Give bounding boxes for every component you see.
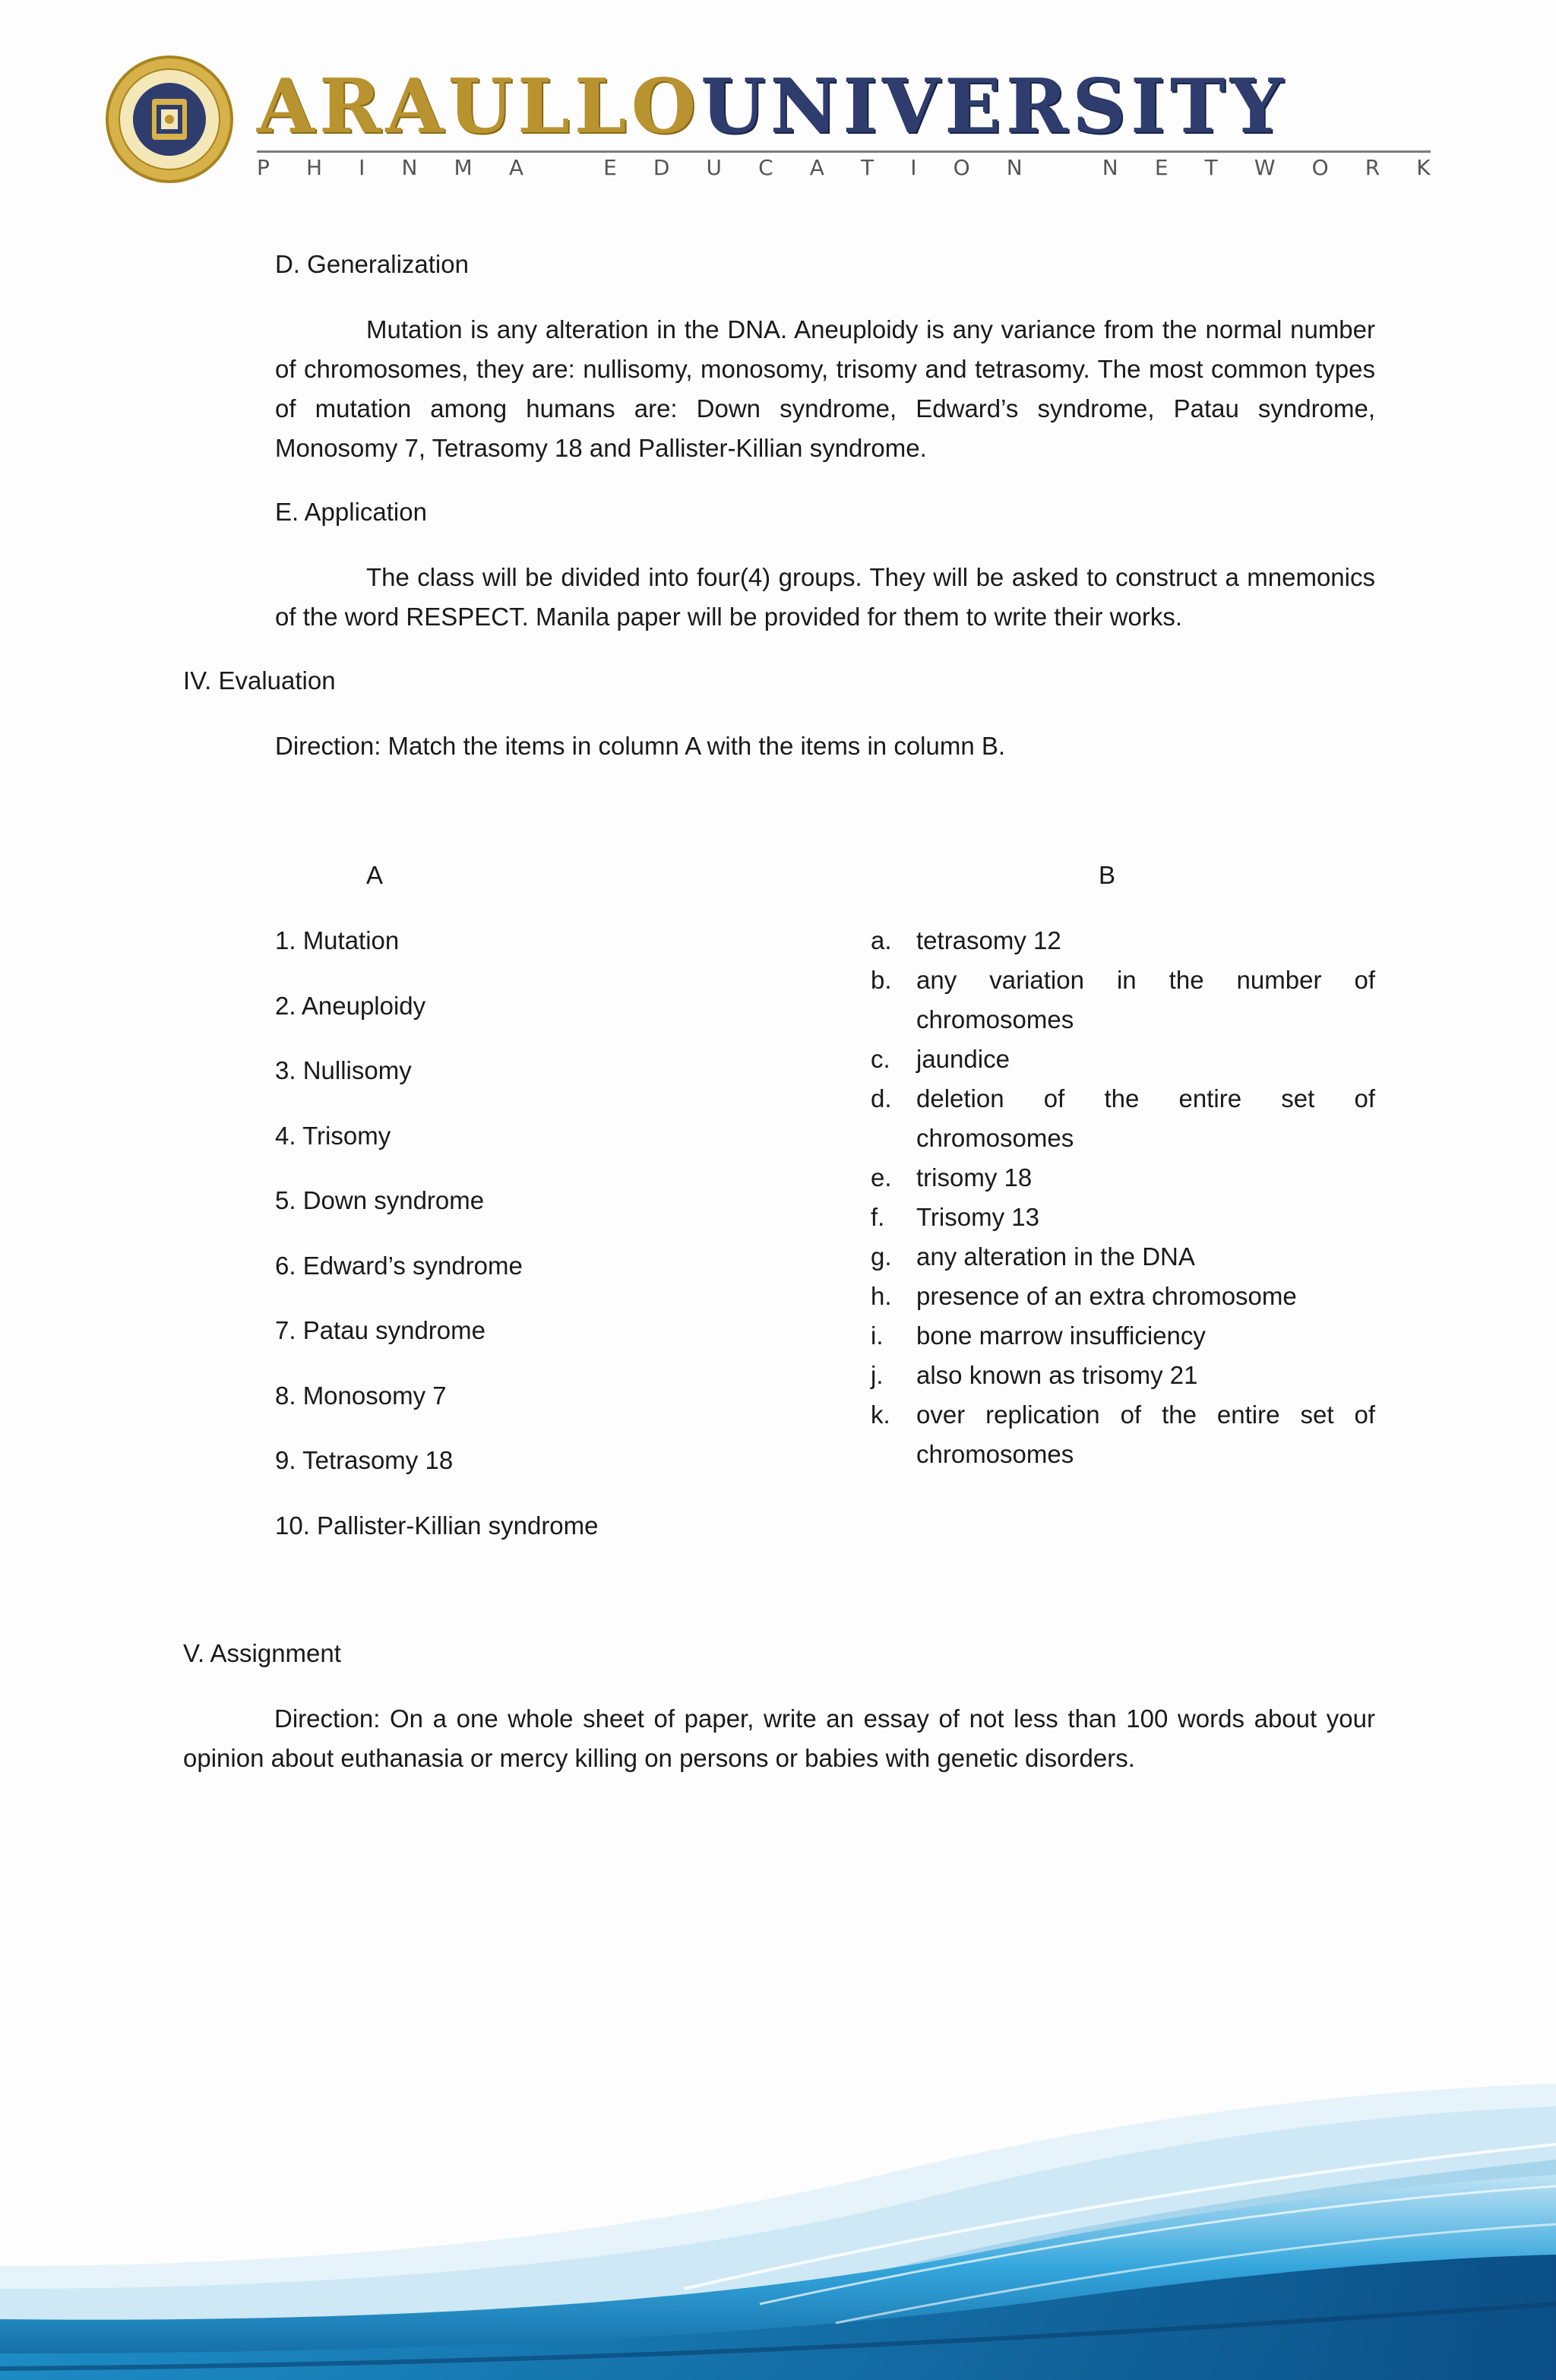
network-letter: I	[359, 155, 365, 180]
university-seal-icon	[105, 55, 234, 184]
application-paragraph: The class will be divided into four(4) groups. They will be asked to construct a mnemonics of the word RESPECT. Manila paper will be provided for them to write their works.	[275, 563, 1375, 631]
generalization-paragraph: Mutation is any alteration in the DNA. Aneuploidy is any variance from the normal number of chromosomes, they are: nullisomy, monosomy, trisomy and tetrasomy. The most common types of mutation among humans are: Down syndrome, Edward’s syndrome, Patau syndrome, Monosomy 7, Tetrasomy 18 and Pallister-Killian syndrome.	[275, 315, 1375, 462]
column-b-letter: f.	[871, 1203, 885, 1231]
university-header	[99, 47, 1436, 184]
column-b-letter: b.	[871, 966, 892, 994]
column-a-item: 3. Nullisomy	[275, 1056, 412, 1084]
column-b-description: any alteration in the DNA	[916, 1242, 1195, 1271]
network-letter: A	[809, 155, 824, 180]
column-b-item	[871, 1277, 1375, 1316]
assignment-heading: V. Assignment	[183, 1639, 341, 1667]
column-b-letter: g.	[871, 1242, 892, 1271]
network-tagline	[257, 155, 1431, 180]
network-letter: T	[1204, 155, 1218, 180]
network-letter: D	[653, 155, 670, 180]
network-letter: A	[508, 155, 523, 180]
network-letter: N	[1102, 155, 1118, 180]
network-letter: O	[1311, 155, 1329, 180]
network-letter: C	[758, 155, 773, 180]
university-name	[257, 65, 1288, 149]
network-letter: N	[1006, 155, 1023, 180]
brand-wordmark	[257, 65, 1434, 179]
column-b-list	[871, 921, 1375, 1474]
column-a-item: 5. Down syndrome	[275, 1186, 485, 1214]
column-b-description: trisomy 18	[916, 1163, 1033, 1192]
network-letter: R	[1365, 155, 1380, 180]
column-b-letter: h.	[871, 1282, 892, 1310]
network-letter: T	[861, 155, 874, 180]
network-letter: H	[305, 155, 323, 180]
network-letter	[560, 155, 567, 180]
network-letter: W	[1254, 155, 1276, 180]
column-b-letter: d.	[871, 1084, 892, 1112]
column-b-item	[871, 961, 1375, 1040]
column-a-item: 7. Patau syndrome	[275, 1316, 485, 1344]
column-b-description: Trisomy 13	[916, 1203, 1039, 1231]
column-b-description: any variation in the number of chromosomes	[916, 966, 1375, 1033]
column-b-item	[871, 1198, 1375, 1237]
network-letter: O	[953, 155, 970, 180]
column-b-item	[871, 1079, 1375, 1158]
column-b-header: B	[1099, 861, 1116, 889]
column-b-letter: e.	[871, 1163, 892, 1192]
university-name-navy: UNIVERSITY	[701, 63, 1288, 150]
university-name-gold: ARAULLO	[257, 63, 701, 150]
evaluation-direction: Direction: Match the items in column A with the items in column B.	[275, 732, 1006, 760]
column-b-letter: j.	[871, 1361, 884, 1389]
column-b-item	[871, 1040, 1375, 1079]
network-letter: I	[910, 155, 917, 180]
column-b-description: tetrasomy 12	[916, 926, 1061, 954]
column-a-item: 4. Trisomy	[275, 1121, 391, 1150]
column-b-letter: k.	[871, 1400, 890, 1429]
column-b-item	[871, 921, 1375, 961]
column-b-description: bone marrow insufficiency	[916, 1321, 1206, 1350]
column-b-description: jaundice	[916, 1045, 1010, 1073]
column-b-item	[871, 1237, 1375, 1277]
network-letter: E	[1154, 155, 1169, 180]
network-letter: K	[1416, 155, 1431, 180]
network-letter	[1059, 155, 1066, 180]
column-a-item: 2. Aneuploidy	[275, 991, 426, 1020]
network-letter: U	[706, 155, 723, 180]
column-b-item	[871, 1356, 1375, 1395]
column-a-item: 9. Tetrasomy 18	[275, 1446, 454, 1474]
column-a-item: 8. Monosomy 7	[275, 1381, 447, 1410]
network-letter: M	[454, 155, 473, 180]
column-a-header: A	[366, 861, 384, 889]
column-b-letter: c.	[871, 1045, 890, 1073]
column-b-description: deletion of the entire set of chromosomes	[916, 1084, 1375, 1152]
network-letter: N	[401, 155, 418, 180]
column-b-letter: i.	[871, 1321, 884, 1350]
column-a-item: 1. Mutation	[275, 926, 400, 954]
column-a-list	[275, 921, 807, 1571]
column-a-item: 6. Edward’s syndrome	[275, 1251, 523, 1280]
evaluation-heading: IV. Evaluation	[183, 666, 336, 695]
column-b-letter: a.	[871, 926, 892, 954]
column-b-item	[871, 1316, 1375, 1356]
column-b-item	[871, 1395, 1375, 1474]
network-letter: E	[603, 155, 617, 180]
column-b-description: presence of an extra chromosome	[916, 1282, 1297, 1310]
column-b-description: also known as trisomy 21	[916, 1361, 1198, 1389]
application-heading: E. Application	[275, 498, 427, 526]
network-letter: P	[257, 155, 270, 180]
column-b-item	[871, 1158, 1375, 1198]
column-a-item: 10. Pallister-Killian syndrome	[275, 1511, 599, 1540]
brand-rule	[257, 150, 1431, 153]
footer-wave-decoration	[0, 2061, 1556, 2380]
column-b-description: over replication of the entire set of chromosomes	[916, 1400, 1375, 1468]
generalization-heading: D. Generalization	[275, 250, 469, 278]
assignment-paragraph: Direction: On a one whole sheet of paper, write an essay of not less than 100 words about your opinion about euthanasia or mercy killing on persons or babies with genetic disorders.	[183, 1704, 1375, 1772]
